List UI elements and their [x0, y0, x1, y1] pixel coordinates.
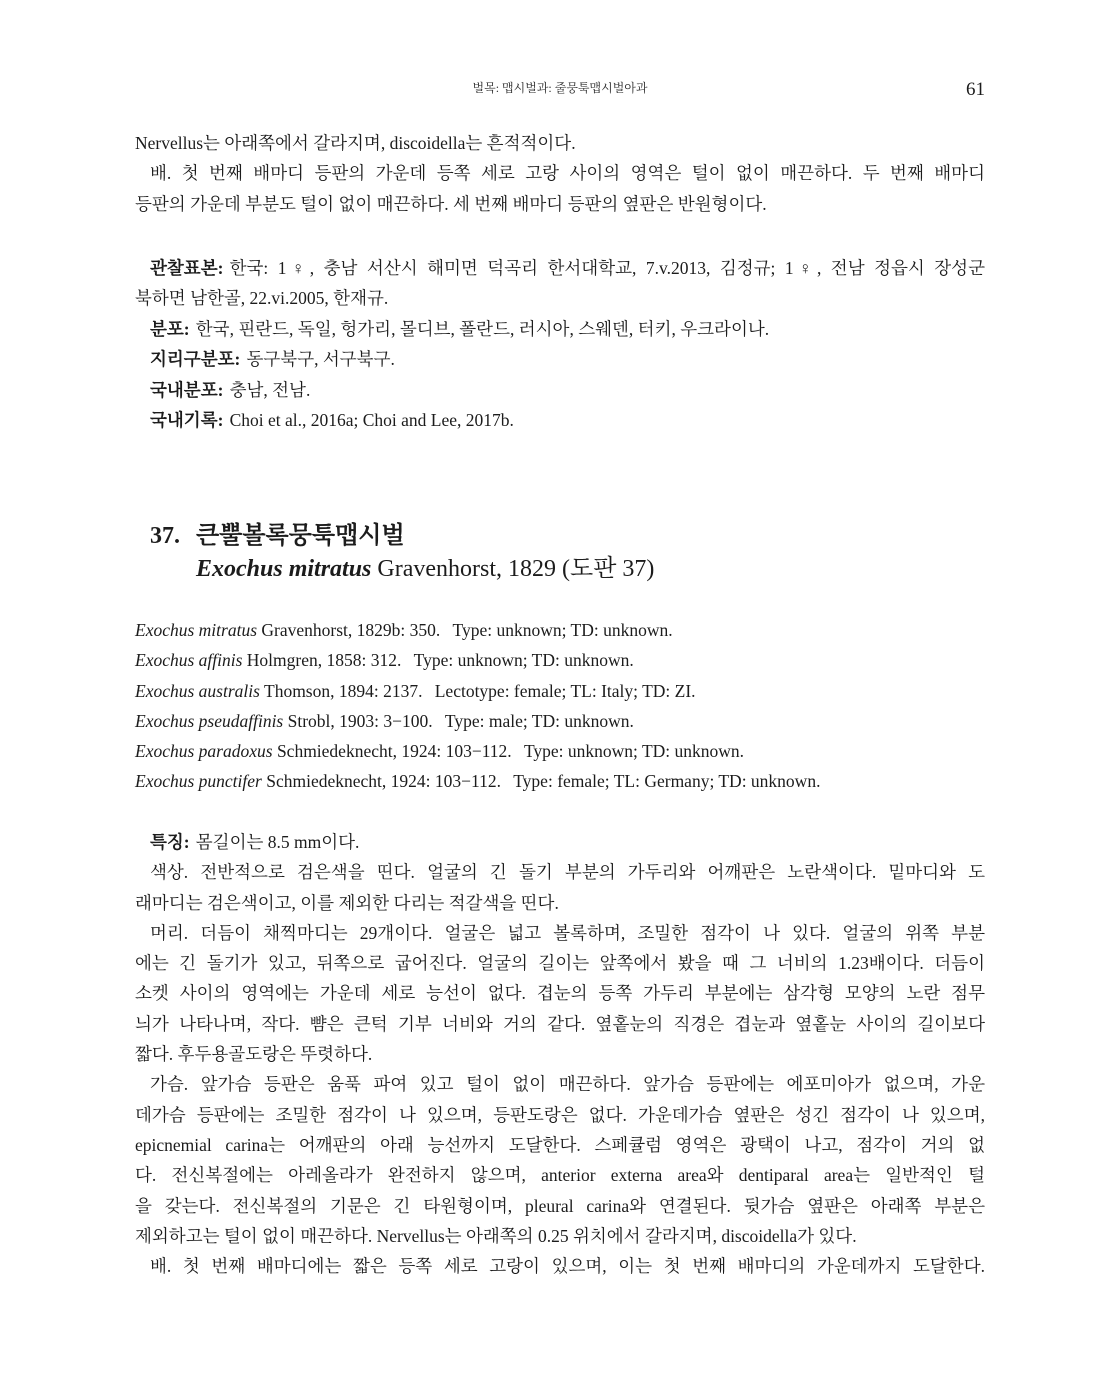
synonym-citation: Thomson, 1894: 2137.: [264, 680, 423, 701]
synonym-citation: Strobl, 1903: 3−100.: [287, 710, 433, 731]
synonym-entry: [135, 676, 985, 706]
head-paragraph-line: 머리. 더듬이 채찍마디는 29개이다. 얼굴은 넓고 볼록하며, 조밀한 점각이 나 있다. 얼굴의 위쪽 부분: [150, 922, 985, 943]
synonym-citation: Gravenhorst, 1829b: 350.: [261, 620, 441, 640]
examined-specimens-label: 관찰표본:: [150, 258, 224, 278]
previous-species-continuation: [135, 128, 985, 219]
synonym-entry: [135, 736, 985, 766]
synonym-name: Exochus punctifer: [135, 771, 262, 792]
synonym-type: Type: female; TL: Germany; TD: unknown.: [513, 771, 821, 792]
color-paragraph-line: 색상. 전반적으로 검은색을 띤다. 얼굴의 긴 돌기 부분의 가두리와 어깨판은 노란색이다. 밑마디와 도: [150, 862, 985, 883]
synonym-name: Exochus pseudaffinis: [135, 710, 284, 731]
synonym-name: Exochus mitratus: [135, 620, 258, 640]
species-description: [135, 827, 985, 1281]
distribution-label: 분포:: [150, 318, 190, 339]
synonym-name: Exochus affinis: [135, 650, 243, 671]
domestic-records-text: Choi et al., 2016a; Choi and Lee, 2017b.: [229, 410, 514, 431]
domestic-distribution-line: [135, 375, 985, 405]
synonym-type: Type: male; TD: unknown.: [444, 710, 634, 731]
head-paragraph-line: 짧다. 후두용골도랑은 뚜렷하다.: [135, 1044, 373, 1065]
features-line: [135, 827, 985, 857]
examined-specimens-line: 북하면 남한골, 22.vi.2005, 한재규.: [135, 288, 389, 309]
domestic-distribution-label: 국내분포:: [150, 379, 224, 400]
running-title: 벌목: 맵시벌과: 줄뭉툭맵시벌아과: [472, 81, 648, 95]
head-paragraph-line: 늬가 나타나며, 작다. 뺨은 큰턱 기부 너비와 거의 같다. 옆홑눈의 직경은 겹눈과 옆홑눈 사이의 길이보다: [135, 1013, 985, 1034]
head-paragraph-line: 소켓 사이의 영역에는 가운데 세로 능선이 없다. 겹눈의 등쪽 가두리 부분에는 삼각형 모양의 노란 점무: [135, 983, 985, 1004]
specimen-records: [135, 253, 985, 435]
page-number: 61: [966, 79, 985, 100]
geographic-distribution-line: [135, 344, 985, 374]
species-scientific-line: [150, 553, 985, 586]
domestic-records-label: 국내기록:: [150, 410, 224, 431]
thorax-paragraph-line: 을 갖는다. 전신복절의 기문은 긴 타원형이며, pleural carina와 연결된다. 뒷가슴 옆판은 아래쪽 부분은: [135, 1195, 985, 1216]
synonym-list: [135, 615, 985, 797]
geographic-distribution-label: 지리구분포:: [150, 349, 241, 370]
synonym-name: Exochus paradoxus: [135, 741, 273, 762]
synonym-name: Exochus australis: [135, 680, 260, 701]
synonym-type: Type: unknown; TD: unknown.: [413, 650, 634, 671]
domestic-records-line: [135, 405, 985, 435]
thorax-paragraph-line: 가슴. 앞가슴 등판은 움푹 파여 있고 털이 없이 매끈하다. 앞가슴 등판에는 에포미아가 없으며, 가운: [150, 1074, 985, 1095]
thorax-paragraph-line: 다. 전신복절에는 아레올라가 완전하지 않으며, anterior externa area와 dentiparal area는 일반적인 털: [135, 1165, 985, 1186]
abdomen-paragraph-line: 배. 첫 번째 배마디 등판의 가운데 등쪽 세로 고랑 사이의 영역은 털이 없이 매끈하다. 두 번째 배마디: [150, 163, 985, 184]
distribution-line: [135, 314, 985, 344]
thorax-paragraph-line: 제외하고는 털이 없이 매끈하다. Nervellus는 아래쪽의 0.25 위치에서 갈라지며, discoidella가 있다.: [135, 1225, 857, 1246]
synonym-entry: [135, 766, 985, 796]
species-heading: [150, 520, 985, 586]
features-label: 특징:: [150, 832, 190, 852]
color-paragraph-line: 래마디는 검은색이고, 이를 제외한 다리는 적갈색을 띤다.: [135, 892, 559, 913]
examined-specimens-line: [135, 253, 985, 283]
synonym-type: Type: unknown; TD: unknown.: [523, 741, 745, 762]
synonym-type: Type: unknown; TD: unknown.: [452, 620, 673, 640]
synonym-citation: Holmgren, 1858: 312.: [246, 650, 402, 671]
domestic-distribution-text: 충남, 전남.: [229, 379, 311, 400]
synonym-entry: [135, 706, 985, 736]
synonym-entry: [135, 615, 985, 645]
species-number: 37.: [150, 523, 180, 549]
thorax-paragraph-line: 데가슴 등판에는 조밀한 점각이 나 있으며, 등판도랑은 없다. 가운데가슴 옆판은 성긴 점각이 나 있으며,: [135, 1104, 985, 1125]
geographic-distribution-text: 동구북구, 서구북구.: [246, 349, 395, 370]
distribution-text: 한국, 핀란드, 독일, 헝가리, 몰디브, 폴란드, 러시아, 스웨덴, 터키, 우크라이나.: [195, 318, 770, 339]
synonym-citation: Schmiedeknecht, 1924: 103−112.: [276, 741, 512, 762]
species-scientific-name: Exochus mitratus: [196, 556, 372, 582]
species-korean-name: 큰뿔볼록뭉툭맵시벌: [196, 523, 405, 549]
nervellus-line: Nervellus는 아래쪽에서 갈라지며, discoidella는 흔적적이다.: [135, 133, 576, 153]
examined-specimens-text: 한국: 1♀, 충남 서산시 해미면 덕곡리 한서대학교, 7.v.2013, 김정규; 1♀, 전남 정읍시 장성군: [229, 258, 985, 278]
synonym-citation: Schmiedeknecht, 1924: 103−112.: [266, 771, 501, 792]
thorax-paragraph-line: epicnemial carina는 어깨판의 아래 능선까지 도달한다. 스페큘럼 영역은 광택이 나고, 점각이 거의 없: [135, 1134, 985, 1155]
species-authority: Gravenhorst, 1829: [377, 556, 557, 582]
features-text: 몸길이는 8.5 mm이다.: [195, 832, 360, 852]
synonym-entry: [135, 645, 985, 675]
species-heading-line: [150, 520, 985, 553]
synonym-type: Lectotype: female; TL: Italy; TD: ZI.: [434, 680, 696, 701]
species-plate-ref: (도판 37): [562, 556, 655, 582]
abdomen-description-line: 배. 첫 번째 배마디에는 짧은 등쪽 세로 고랑이 있으며, 이는 첫 번째 배마디의 가운데까지 도달한다.: [150, 1256, 985, 1277]
abdomen-paragraph-line: 등판의 가운데 부분도 털이 없이 매끈하다. 세 번째 배마디 등판의 옆판은 반원형이다.: [135, 193, 767, 214]
head-paragraph-line: 에는 긴 돌기가 있고, 뒤쪽으로 굽어진다. 얼굴의 길이는 앞쪽에서 봤을 때 그 너비의 1.23배이다. 더듬이: [135, 953, 985, 974]
